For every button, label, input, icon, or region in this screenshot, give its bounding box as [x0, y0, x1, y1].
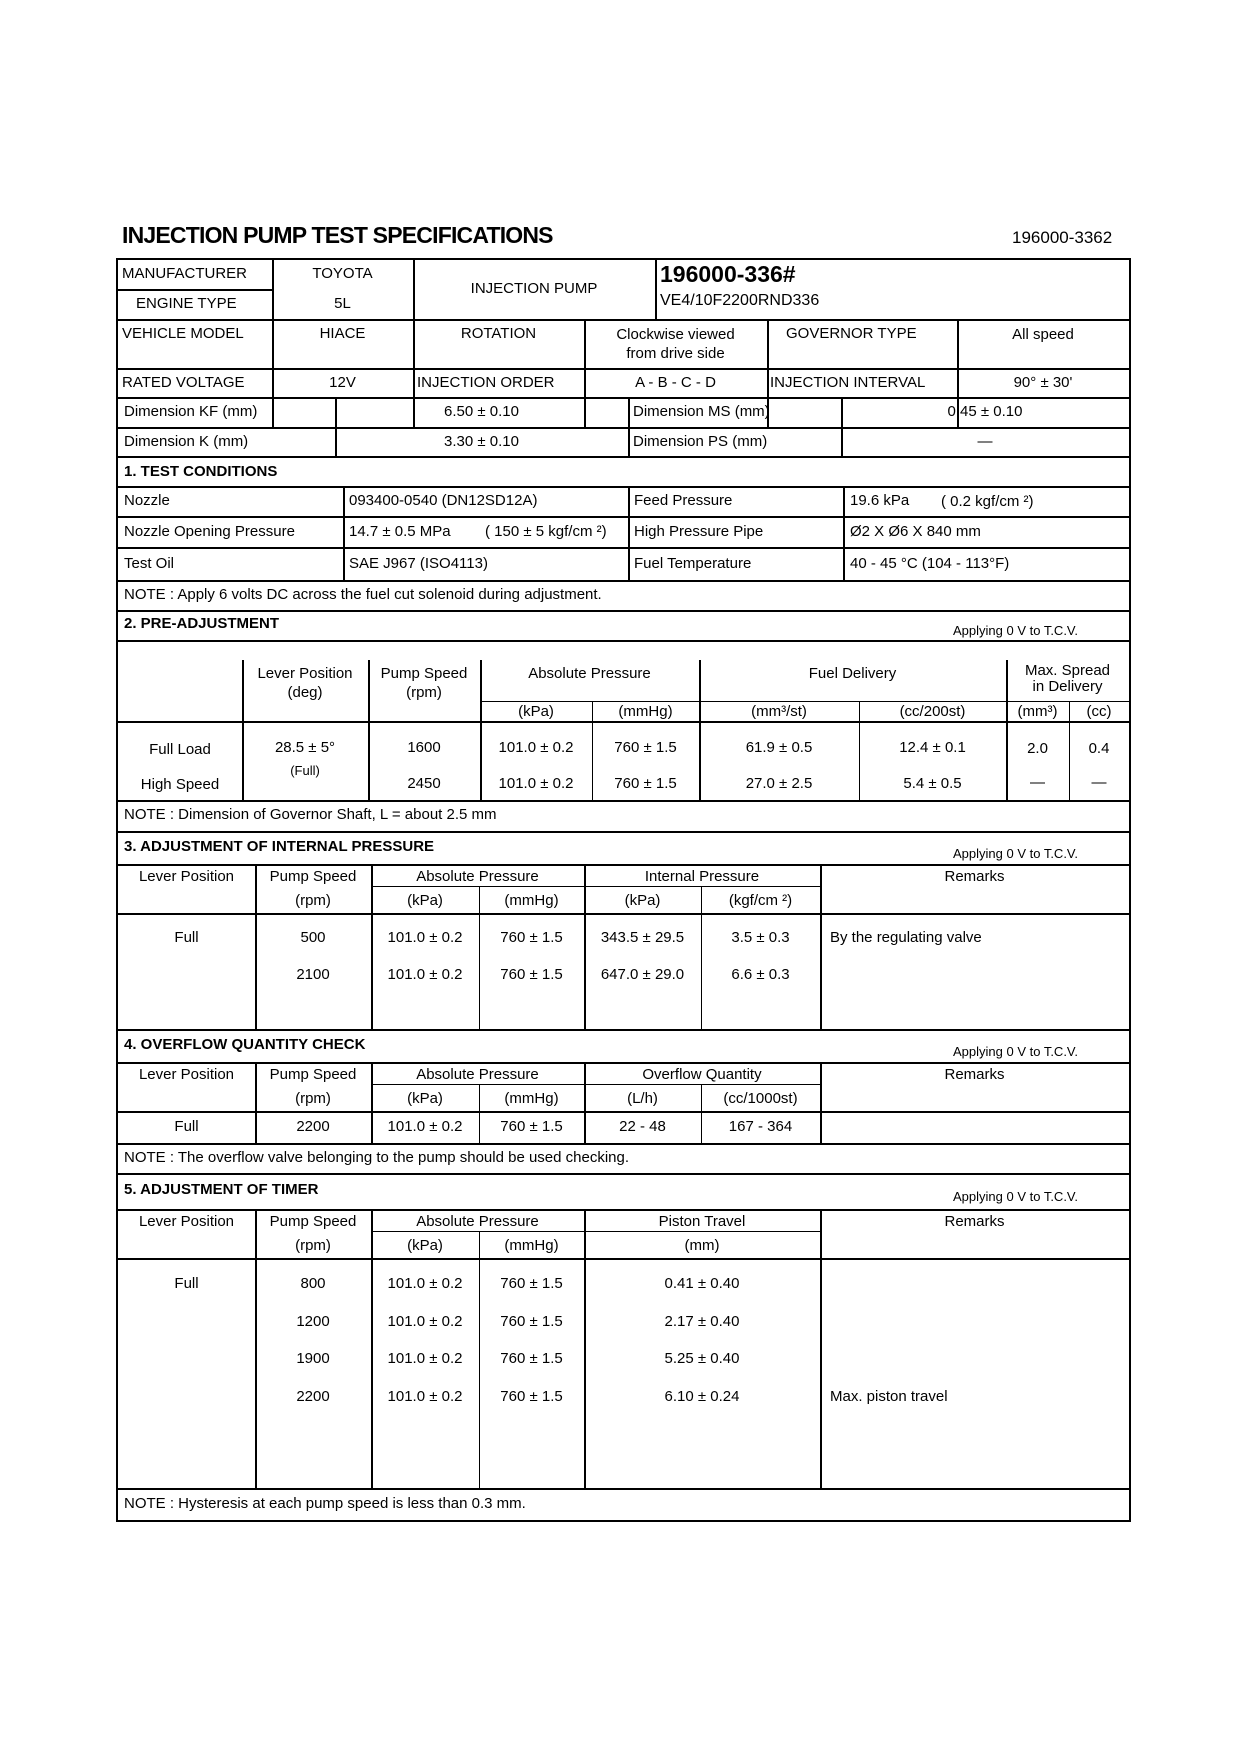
full-load-spread-cc: 0.4 — [1088, 740, 1110, 757]
rule — [118, 721, 1129, 723]
col-int-kgf: (kgf/cm ²) — [728, 892, 793, 909]
rule — [118, 831, 1129, 833]
section-heading-pre-adjustment: 2. PRE-ADJUSTMENT — [124, 615, 280, 632]
rule — [118, 289, 272, 291]
rule — [118, 800, 1129, 802]
injection-interval-value: 90° ± 30' — [1013, 374, 1073, 391]
col-max-spread-2: in Delivery — [1032, 678, 1103, 695]
ip-row2-kpa: 101.0 ± 0.2 — [387, 966, 463, 983]
rule — [371, 886, 820, 887]
col-lever-unit: (deg) — [287, 684, 323, 701]
overflow-kpa: 101.0 ± 0.2 — [387, 1118, 463, 1135]
rated-voltage-value: 12V — [329, 374, 356, 391]
rule — [118, 516, 1129, 518]
high-speed-mm3: 27.0 ± 2.5 — [745, 775, 813, 792]
rule — [843, 486, 845, 580]
full-load-lever-note: (Full) — [290, 763, 320, 778]
col-mm3-st: (mm³/st) — [751, 703, 807, 720]
timer-row3-travel: 5.25 ± 0.40 — [664, 1350, 740, 1367]
col-pump-speed: Pump Speed — [269, 868, 357, 885]
nozzle-opening-pressure-mpa: 14.7 ± 0.5 MPa — [349, 523, 451, 540]
overflow-lh: 22 - 48 — [619, 1118, 666, 1135]
ip-row1-remark: By the regulating valve — [830, 929, 982, 946]
col-kpa: (kPa) — [407, 892, 443, 909]
ip-row1-int-kgf: 3.5 ± 0.3 — [731, 929, 790, 946]
full-load-spread-mm3: 2.0 — [1027, 740, 1048, 757]
lever-full: Full — [174, 1275, 199, 1292]
pump-model: VE4/10F2200RND336 — [660, 292, 820, 309]
rule — [655, 260, 657, 319]
row-full-load-label: Full Load — [149, 741, 211, 758]
timer-note: NOTE : Hysteresis at each pump speed is less than 0.3 mm. — [124, 1495, 526, 1512]
col-remarks: Remarks — [944, 1213, 1005, 1230]
col-pump-speed: Pump Speed — [269, 1066, 357, 1083]
full-load-mm3: 61.9 ± 0.5 — [745, 739, 813, 756]
high-speed-spread-cc: — — [1091, 774, 1107, 791]
dimension-ms-label: Dimension MS (mm) — [633, 403, 770, 420]
col-fuel-delivery: Fuel Delivery — [808, 665, 897, 682]
rule — [628, 397, 630, 456]
col-absolute-pressure: Absolute Pressure — [528, 665, 651, 682]
rule — [118, 1209, 1129, 1211]
timer-row4-remark: Max. piston travel — [830, 1388, 948, 1405]
rule — [118, 1488, 1129, 1490]
col-absolute-pressure: Absolute Pressure — [416, 1066, 539, 1083]
col-spread-cc: (cc) — [1086, 703, 1112, 720]
timer-row3-mmhg: 760 ± 1.5 — [500, 1350, 563, 1367]
col-overflow-quantity: Overflow Quantity — [642, 1066, 762, 1083]
col-piston-travel: Piston Travel — [658, 1213, 746, 1230]
full-load-kpa: 101.0 ± 0.2 — [498, 739, 574, 756]
timer-row3-speed: 1900 — [296, 1350, 330, 1367]
ip-row1-int-kpa: 343.5 ± 29.5 — [600, 929, 685, 946]
high-speed-cc: 5.4 ± 0.5 — [903, 775, 962, 792]
dimension-ms-value: 0.45 ± 0.10 — [947, 403, 1023, 420]
col-pump-speed-unit: (rpm) — [406, 684, 442, 701]
ip-row1-kpa: 101.0 ± 0.2 — [387, 929, 463, 946]
vehicle-model-value: HIACE — [319, 325, 366, 342]
dimension-ps-value: — — [977, 433, 993, 450]
feed-pressure-kpa: 19.6 kPa — [850, 492, 910, 509]
governor-type-value: All speed — [1012, 326, 1074, 343]
col-int-kpa: (kPa) — [624, 892, 661, 909]
ip-row1-mmhg: 760 ± 1.5 — [500, 929, 563, 946]
ip-row2-mmhg: 760 ± 1.5 — [500, 966, 563, 983]
applying-tcv-note: Applying 0 V to T.C.V. — [953, 846, 1079, 861]
col-mmhg: (mmHg) — [504, 892, 559, 909]
injection-order-value: A - B - C - D — [635, 374, 716, 391]
rule — [118, 1173, 1129, 1175]
pump-number: 196000-336# — [660, 261, 796, 287]
timer-row4-speed: 2200 — [296, 1388, 330, 1405]
applying-tcv-note: Applying 0 V to T.C.V. — [953, 623, 1079, 638]
manufacturer-label: MANUFACTURER — [122, 265, 248, 282]
rule — [118, 1143, 1129, 1145]
overflow-mmhg: 760 ± 1.5 — [500, 1118, 563, 1135]
timer-row2-mmhg: 760 ± 1.5 — [500, 1313, 563, 1330]
col-remarks: Remarks — [944, 1066, 1005, 1083]
pre-adjustment-note: NOTE : Dimension of Governor Shaft, L = about 2.5 mm — [124, 806, 497, 823]
rule — [118, 456, 1129, 458]
col-piston-travel-unit: (mm) — [684, 1237, 720, 1254]
timer-row2-speed: 1200 — [296, 1313, 330, 1330]
dimension-kf-value: 6.50 ± 0.10 — [444, 403, 519, 420]
timer-row4-kpa: 101.0 ± 0.2 — [387, 1388, 463, 1405]
injection-pump-label: INJECTION PUMP — [470, 280, 598, 297]
rule — [118, 580, 1129, 582]
nozzle-value: 093400-0540 (DN12SD12A) — [349, 492, 538, 509]
rule — [118, 1111, 1129, 1113]
rule — [371, 1084, 820, 1085]
high-speed-mmhg: 760 ± 1.5 — [614, 775, 677, 792]
timer-row2-travel: 2.17 ± 0.40 — [664, 1313, 740, 1330]
col-lever-position: Lever Position — [138, 1066, 235, 1083]
fuel-temperature-value: 40 - 45 °C (104 - 113°F) — [850, 555, 1010, 572]
col-absolute-pressure: Absolute Pressure — [416, 1213, 539, 1230]
page-title: INJECTION PUMP TEST SPECIFICATIONS — [122, 222, 553, 248]
high-pressure-pipe-label: High Pressure Pipe — [634, 523, 764, 540]
test-conditions-note: NOTE : Apply 6 volts DC across the fuel cut solenoid during adjustment. — [124, 586, 602, 603]
high-pressure-pipe-value: Ø2 X Ø6 X 840 mm — [850, 523, 981, 540]
timer-row1-speed: 800 — [300, 1275, 326, 1292]
col-pump-speed-unit: (rpm) — [295, 892, 331, 909]
col-mmhg: (mmHg) — [504, 1237, 559, 1254]
dimension-ps-label: Dimension PS (mm) — [633, 433, 768, 450]
rule — [820, 864, 822, 1029]
timer-row1-kpa: 101.0 ± 0.2 — [387, 1275, 463, 1292]
rotation-label: ROTATION — [460, 325, 537, 342]
col-lh: (L/h) — [627, 1090, 658, 1107]
ip-row2-speed: 2100 — [296, 966, 330, 983]
dimension-k-label: Dimension K (mm) — [124, 433, 249, 450]
lever-full: Full — [174, 929, 199, 946]
spec-sheet — [116, 258, 1131, 1522]
col-cc-200st: (cc/200st) — [899, 703, 966, 720]
rule — [480, 701, 1129, 702]
timer-row1-travel: 0.41 ± 0.40 — [664, 1275, 740, 1292]
feed-pressure-label: Feed Pressure — [634, 492, 733, 509]
applying-tcv-note: Applying 0 V to T.C.V. — [953, 1189, 1079, 1204]
full-load-mmhg: 760 ± 1.5 — [614, 739, 677, 756]
section-heading-timer: 5. ADJUSTMENT OF TIMER — [124, 1181, 319, 1198]
dimension-k-value: 3.30 ± 0.10 — [444, 433, 519, 450]
test-oil-value: SAE J967 (ISO4113) — [349, 555, 488, 572]
engine-type-label: ENGINE TYPE — [136, 295, 237, 312]
overflow-speed: 2200 — [296, 1118, 330, 1135]
section-heading-internal-pressure: 3. ADJUSTMENT OF INTERNAL PRESSURE — [124, 838, 435, 855]
full-load-speed: 1600 — [407, 739, 441, 756]
rule — [118, 864, 1129, 866]
timer-row3-kpa: 101.0 ± 0.2 — [387, 1350, 463, 1367]
rule — [118, 1258, 1129, 1260]
timer-row4-travel: 6.10 ± 0.24 — [664, 1388, 740, 1405]
col-remarks: Remarks — [944, 868, 1005, 885]
col-kpa: (kPa) — [407, 1237, 443, 1254]
col-mmhg: (mmHg) — [504, 1090, 559, 1107]
rated-voltage-label: RATED VOLTAGE — [122, 374, 245, 391]
manufacturer-value: TOYOTA — [312, 265, 373, 282]
timer-row4-mmhg: 760 ± 1.5 — [500, 1388, 563, 1405]
col-lever-position: Lever Position — [257, 665, 353, 682]
nozzle-opening-pressure-label: Nozzle Opening Pressure — [124, 523, 295, 540]
full-load-lever: 28.5 ± 5° — [274, 739, 336, 756]
section-heading-test-conditions: 1. TEST CONDITIONS — [124, 463, 278, 480]
document-number: 196000-3362 — [1012, 228, 1113, 247]
rule — [118, 368, 1129, 370]
rule — [118, 913, 1129, 915]
rule — [118, 427, 1129, 429]
nozzle-opening-pressure-kgf: ( 150 ± 5 kgf/cm ²) — [485, 523, 607, 540]
col-pump-speed-unit: (rpm) — [295, 1237, 331, 1254]
col-cc-1000st: (cc/1000st) — [723, 1090, 798, 1107]
section-heading-overflow: 4. OVERFLOW QUANTITY CHECK — [124, 1036, 366, 1053]
timer-row1-mmhg: 760 ± 1.5 — [500, 1275, 563, 1292]
col-internal-pressure: Internal Pressure — [644, 868, 760, 885]
overflow-note: NOTE : The overflow valve belonging to the pump should be used checking. — [124, 1149, 630, 1166]
governor-type-label: GOVERNOR TYPE — [786, 325, 917, 342]
nozzle-label: Nozzle — [124, 492, 170, 509]
rule — [118, 547, 1129, 549]
test-oil-label: Test Oil — [124, 555, 175, 572]
rule — [118, 640, 1129, 642]
col-spread-mm3: (mm³) — [1017, 703, 1058, 720]
dimension-kf-label: Dimension KF (mm) — [124, 403, 258, 420]
col-mmhg: (mmHg) — [618, 703, 673, 720]
rotation-line-1: Clockwise viewed — [616, 326, 735, 343]
col-kpa: (kPa) — [518, 703, 554, 720]
row-high-speed-label: High Speed — [140, 776, 220, 793]
rule — [118, 486, 1129, 488]
full-load-cc: 12.4 ± 0.1 — [899, 739, 966, 756]
col-kpa: (kPa) — [407, 1090, 443, 1107]
engine-type-value: 5L — [334, 295, 351, 312]
col-absolute-pressure: Absolute Pressure — [416, 868, 539, 885]
injection-order-label: INJECTION ORDER — [417, 374, 555, 391]
lever-full: Full — [174, 1118, 199, 1135]
ip-row2-int-kpa: 647.0 ± 29.0 — [600, 966, 685, 983]
rule — [628, 486, 630, 580]
high-speed-spread-mm3: — — [1030, 774, 1045, 791]
high-speed-kpa: 101.0 ± 0.2 — [498, 775, 574, 792]
injection-interval-label: INJECTION INTERVAL — [770, 374, 926, 391]
timer-row2-kpa: 101.0 ± 0.2 — [387, 1313, 463, 1330]
col-lever-position: Lever Position — [138, 1213, 235, 1230]
rule — [118, 397, 1129, 399]
high-speed-speed: 2450 — [407, 775, 441, 792]
rule — [371, 1231, 820, 1232]
ip-row1-speed: 500 — [300, 929, 326, 946]
col-pump-speed: Pump Speed — [269, 1213, 357, 1230]
col-pump-speed-unit: (rpm) — [295, 1090, 331, 1107]
col-max-spread: Max. Spread — [1024, 662, 1111, 679]
col-lever-position: Lever Position — [138, 868, 235, 885]
col-pump-speed: Pump Speed — [380, 665, 468, 682]
rule — [118, 610, 1129, 612]
rule — [118, 1062, 1129, 1064]
vehicle-model-label: VEHICLE MODEL — [122, 325, 244, 342]
fuel-temperature-label: Fuel Temperature — [634, 555, 752, 572]
rule — [118, 319, 1129, 321]
ip-row2-int-kgf: 6.6 ± 0.3 — [731, 966, 790, 983]
rule — [343, 486, 345, 580]
rule — [820, 1209, 822, 1488]
rule — [272, 260, 274, 427]
overflow-cc: 167 - 364 — [728, 1118, 793, 1135]
rule — [118, 1029, 1129, 1031]
rotation-line-2: from drive side — [626, 345, 725, 362]
feed-pressure-kgf: ( 0.2 kgf/cm ²) — [941, 493, 1034, 510]
applying-tcv-note: Applying 0 V to T.C.V. — [953, 1044, 1079, 1059]
